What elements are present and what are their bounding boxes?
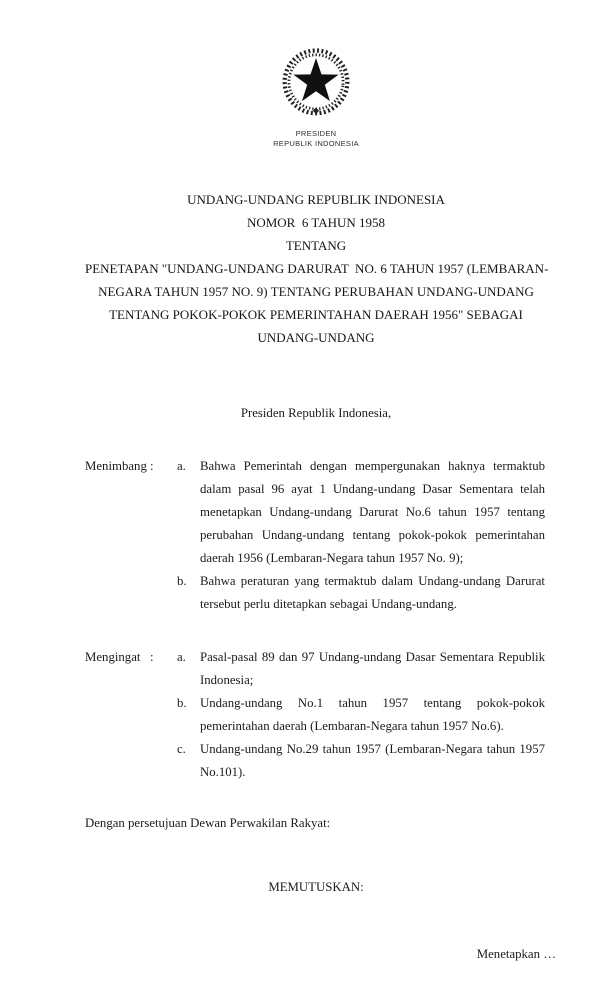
consideration-item-a bbox=[177, 455, 545, 570]
law-title-line-5: NEGARA TAHUN 1957 NO. 9) TENTANG PERUBAHAN UNDANG-UNDANG bbox=[98, 284, 534, 299]
menimbang-items bbox=[177, 455, 545, 616]
mengingat-colon: : bbox=[150, 650, 154, 664]
seal-caption bbox=[85, 129, 547, 149]
law-title-line-4: PENETAPAN "UNDANG-UNDANG DARURAT NO. 6 TAHUN 1957 (LEMBARAN- bbox=[85, 261, 549, 276]
item-text: Undang-undang No.29 tahun 1957 (Lembaran-Negara tahun 1957 No.101). bbox=[200, 742, 545, 779]
law-title-line-6: TENTANG POKOK-POKOK PEMERINTAHAN DAERAH 1956" SEBAGAI bbox=[109, 307, 523, 322]
seal-caption-republik: REPUBLIK INDONESIA bbox=[273, 139, 359, 148]
presidential-seal bbox=[85, 0, 547, 123]
item-text: Bahwa Pemerintah dengan mempergunakan haknya termaktub dalam pasal 96 ayat 1 Undang-undang Dasar Sementara telah menetapkan Undang-undang Darurat No.6 tahun 1957 tentang perubahan Undang-undang tentang pokok-pokok pemerintahan daerah 1956 (Lembaran-Negara tahun 1957 No. 9); bbox=[200, 459, 545, 565]
menimbang-label: Menimbang bbox=[85, 459, 147, 473]
item-letter: c. bbox=[177, 742, 186, 756]
legal-basis-item-b bbox=[177, 692, 545, 738]
approval-line: Dengan persetujuan Dewan Perwakilan Rakyat: bbox=[85, 816, 331, 830]
item-letter: b. bbox=[177, 574, 187, 588]
legal-basis-item-c bbox=[177, 738, 545, 784]
item-letter: a. bbox=[177, 459, 186, 473]
item-text: Bahwa peraturan yang termaktub dalam Undang-undang Darurat tersebut perlu ditetapkan sebagai Undang-undang. bbox=[200, 574, 545, 611]
legal-basis-item-a bbox=[177, 646, 545, 692]
item-letter: b. bbox=[177, 696, 187, 710]
menimbang-colon: : bbox=[150, 459, 154, 473]
consideration-item-b bbox=[177, 570, 545, 616]
law-title-line-2: NOMOR 6 TAHUN 1958 bbox=[246, 215, 386, 230]
law-title-line-7: UNDANG-UNDANG bbox=[257, 330, 375, 345]
star-wreath-icon bbox=[278, 42, 354, 118]
star-icon bbox=[293, 58, 338, 101]
memutuskan-heading: MEMUTUSKAN: bbox=[268, 880, 364, 894]
item-text: Undang-undang No.1 tahun 1957 tentang pokok-pokok pemerintahan daerah (Lembaran-Negara tahun 1957 No.6). bbox=[200, 696, 545, 733]
seal-caption-presiden: PRESIDEN bbox=[295, 129, 337, 138]
law-title bbox=[85, 188, 547, 349]
catchword-menetapkan: Menetapkan … bbox=[476, 947, 556, 961]
menimbang-section bbox=[85, 455, 545, 616]
item-letter: a. bbox=[177, 650, 186, 664]
law-title-line-3: TENTANG bbox=[285, 238, 347, 253]
law-title-line-1: UNDANG-UNDANG REPUBLIK INDONESIA bbox=[187, 192, 445, 207]
mengingat-label: Mengingat bbox=[85, 650, 141, 664]
mengingat-items bbox=[177, 646, 545, 784]
mengingat-section bbox=[85, 646, 545, 784]
item-text: Pasal-pasal 89 dan 97 Undang-undang Dasar Sementara Republik Indonesia; bbox=[200, 650, 545, 687]
salutation: Presiden Republik Indonesia, bbox=[240, 406, 392, 420]
wreath-bottom-ornament bbox=[313, 108, 319, 114]
